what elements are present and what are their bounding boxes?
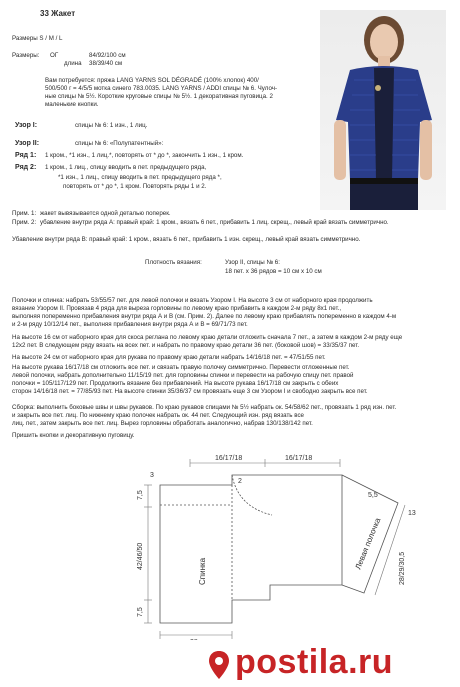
row2-line-3: повторять от * до *, 1 кром. Повторять ряды 1 и 2. (63, 183, 207, 190)
note1-label: Прим. 1: (12, 210, 37, 217)
pattern-schematic (0, 445, 460, 645)
row2-line-1: 1 кром., 1 лиц., спицу вводить в пет. предыдущего ряда, (45, 164, 207, 171)
assembly-line-2: и закрыть все пет. лиц. По нижнему краю полочек набрать ок. 44 пет. Следующий изн. ряд вязать все (12, 412, 304, 419)
body-line-8: На высоте рукава 16/17/18 см отложить все пет. и связать правую полочку симметрично. Перевести отложенные пет. (12, 364, 350, 371)
dim-left-bottom: 7,5 (137, 607, 144, 617)
dim-sleeve-top: 5,5 (368, 492, 378, 499)
body-line-4: и 2-м ряду 10/12/14 пет., выполняя прибавления внутри ряда А и В = 69/71/73 пет. (12, 321, 248, 328)
body-line-1: Полочки и спинка: набрать 53/55/57 пет. для левой полочки и вязать Узором I. На высоте 3 см от наборного края продолжить (12, 297, 373, 304)
body-line-2: вязание Узором II. Провязав 4 ряда для выреза горловины по левому краю прибавить в каждом 2-м ряду 8x1 пет., (12, 305, 342, 312)
density-line-1: Узор II, спицы № 6: (225, 259, 280, 266)
dim-sleeve-width: 13 (408, 510, 416, 517)
materials-line-1: Вам потребуется: пряжа LANG YARNS SOL DÉGRADÉ (100% хлопок) 400/ (45, 77, 259, 84)
assembly-line-3: лиц. пет., затем закрыть все пет. лиц. Вырез горловины обработать аналогично, набрав 130/138/142 пет. (12, 420, 313, 427)
density-label: Плотность вязания: (145, 259, 202, 266)
dim-left-top: 7,5 (137, 490, 144, 500)
dim-sleeve-height: 28/29/30,5 (399, 551, 406, 585)
body-line-5: На высоте 16 см от наборного края для скоса реглана по левому краю детали отложить сначала 7 пет., а затем в каждом 2-м ряду еще (12, 334, 403, 341)
row1-text: 1 кром., *1 изн., 1 лиц.*, повторять от * до *, закончить 1 изн., 1 кром. (45, 152, 244, 159)
dim-small: 3 (150, 472, 154, 479)
body-line-3: выполняя попеременно прибавления внутри ряда А и В (см. Прим. 2). Далее по левому краю прибавлять попеременно в каждом 4-м (12, 313, 397, 320)
body-line-10: полочки = 105/117/129 пет. Продолжить вязание без прибавлений. На высоте рукава 16/17/18 см закрыть с обеих (12, 380, 339, 387)
length-label: длина (64, 60, 82, 67)
watermark-text: postila.ru (235, 643, 394, 681)
sizes-line: Размеры S / M / L (12, 35, 63, 42)
materials-line-4: маленькие кнопки. (45, 101, 99, 108)
body-line-6: 12x2 пет. В следующем ряду вязать на всех пет. и набрать по правому краю детали 36 пет. (боковой шов) = 33/35/37 пет. (12, 342, 360, 349)
assembly-line-1: Сборка: выполнить боковые швы и швы рукавов. По краю рукавов спицами № 5½ набрать ок. 54/58/62 пет., провязать 1 ряд изн. пет. (12, 404, 397, 411)
schematic-body-outline (160, 475, 342, 623)
row2-line-2: *1 изн., 1 лиц., спицу вводить в пет. предыдущего ряда *, (58, 174, 222, 181)
materials-line-2: 500/500 г = 4/5/5 мотка синего 783.0035. LANG YARNS / ADDI спицы № 6. Чулоч- (45, 85, 278, 92)
pattern1-text: спицы № 6: 1 изн., 1 лиц. (75, 122, 148, 129)
body-line-11: сторон 14/16/18 пет. = 77/85/93 пет. На высоте спинки 35/36/37 см провязать еще 3 см Узором I и свободно закрыть все пет. (12, 388, 368, 395)
assembly-line-4: Пришить кнопки и декоративную пуговицу. (12, 432, 135, 439)
note2-text: убавление внутри ряда А: правый край: 1 кром., вязать 6 пет., прибавить 1 лиц. скрещ., левый край вязать симметрично. (40, 219, 389, 226)
pattern1-label: Узор I: (15, 122, 38, 129)
note2-label: Прим. 2: (12, 219, 37, 226)
body-line-9: левой полочки, набрать дополнительно 11/15/19 пет. для горловины спинки и перевести на рабочую спицу пет. правой (12, 372, 354, 379)
dim-top-2: 16/17/18 (285, 455, 313, 462)
pin-icon (207, 650, 231, 680)
note1-text: жакет вывязывается одной деталью поперек. (40, 210, 171, 217)
density-line-2: 18 пет. x 36 рядов = 10 см x 10 см (225, 268, 322, 275)
measures-label: Размеры: (12, 52, 40, 59)
materials-line-3: ные спицы № 5½. Короткие круговые спицы № 5½. 1 декоративная пуговица. 2 (45, 93, 273, 100)
label-front: Левая полочка (353, 516, 383, 571)
note3-text: Убавление внутри ряда В: правый край: 1 кром., вязать 6 пет., прибавить 1 изн. скрещ., левый край вязать симметрично. (12, 236, 361, 243)
og-value: 84/92/100 см (89, 52, 126, 59)
row2-label: Ряд 2: (15, 164, 37, 171)
pattern2-text: спицы № 6: «Полупатентный»: (75, 140, 164, 147)
dim-top-1: 16/17/18 (215, 455, 243, 462)
label-back: Спинка (198, 557, 207, 585)
og-label: ОГ (50, 52, 59, 59)
length-value: 38/39/40 см (89, 60, 123, 67)
row1-label: Ряд 1: (15, 152, 37, 159)
pattern2-label: Узор II: (15, 140, 40, 147)
dim-mid: 2 (238, 478, 242, 485)
dim-height: 42/46/50 (137, 542, 144, 570)
body-line-7: На высоте 24 см от наборного края для рукава по правому краю детали набрать 14/16/18 пет. = 47/51/55 пет. (12, 354, 326, 361)
model-photo (320, 10, 446, 210)
page-title: 33 Жакет (40, 9, 76, 18)
model-illustration (320, 10, 446, 210)
